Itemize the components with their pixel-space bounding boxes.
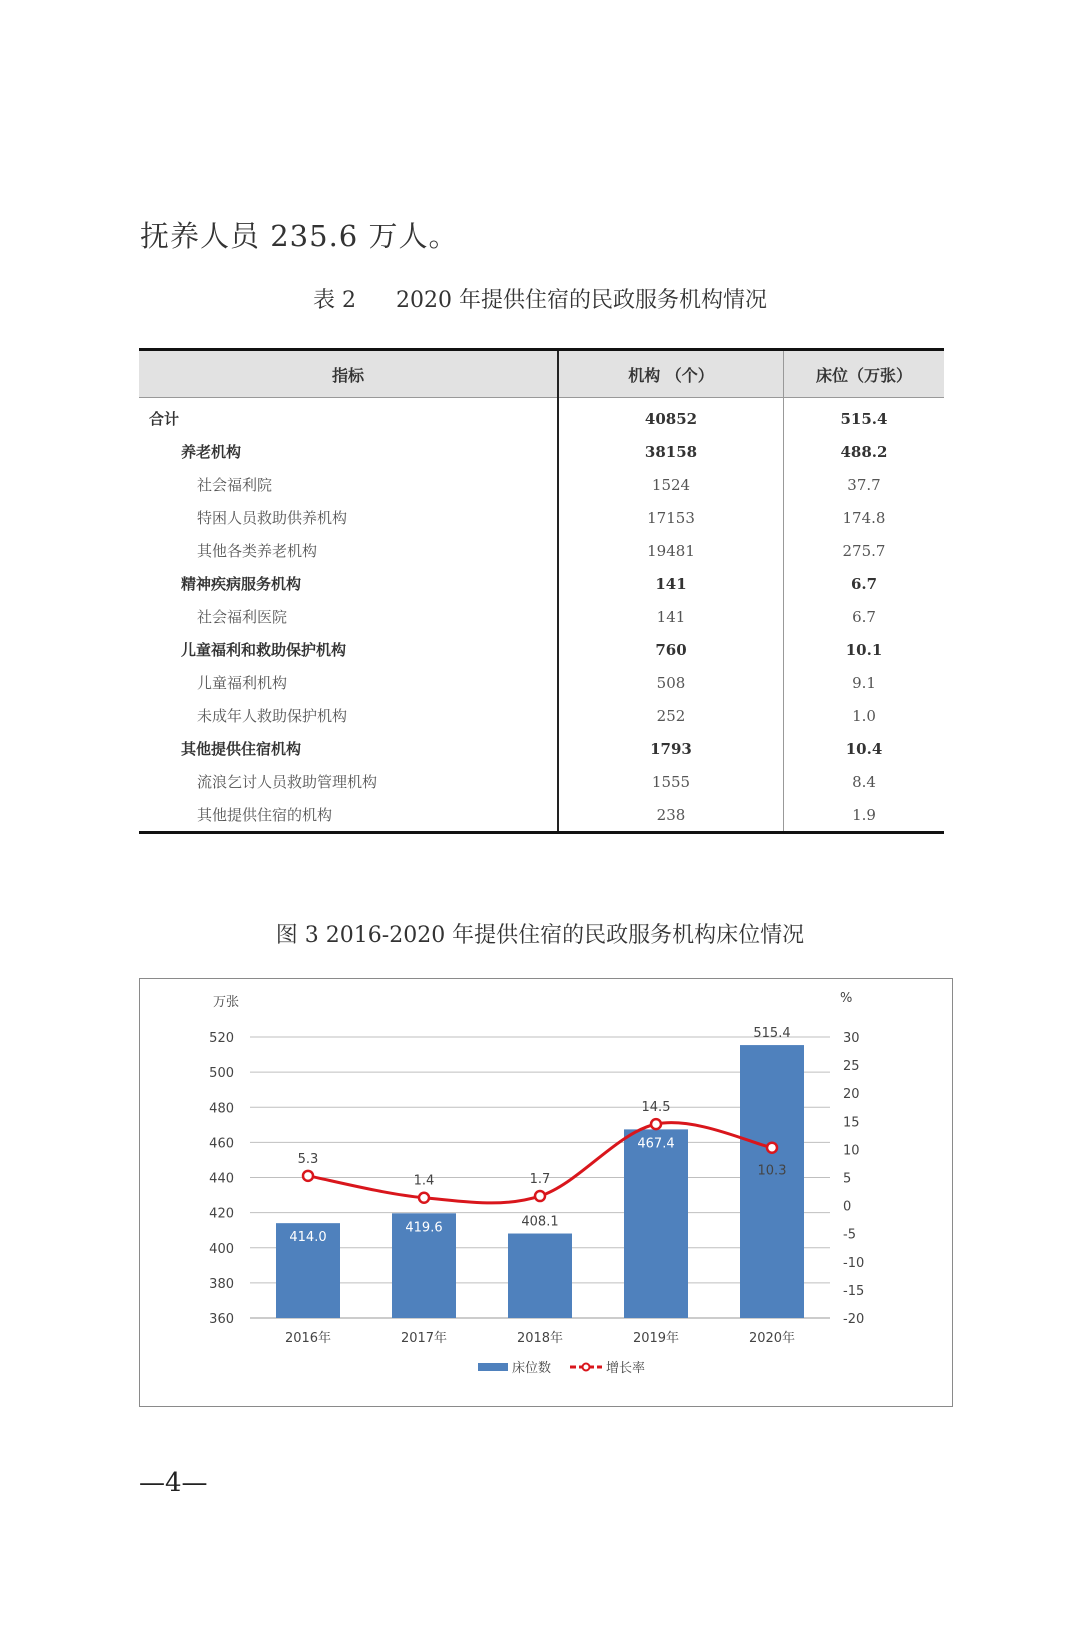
row-beds: 275.7: [842, 541, 886, 560]
y2-tick-label: 0: [843, 1199, 852, 1215]
row-institutions: 760: [558, 633, 784, 666]
row-institutions: 238: [558, 798, 784, 833]
row-indicator: 社会福利医院: [139, 600, 558, 633]
table-caption-number: 表 2: [313, 288, 356, 313]
row-indicator: 其他提供住宿的机构: [139, 798, 558, 833]
chart-caption: 图 3 2016-2020 年提供住宿的民政服务机构床位情况: [275, 923, 805, 948]
bed-growth-chart: [140, 979, 952, 1406]
row-indicator: 社会福利院: [139, 468, 558, 501]
table-row: [139, 666, 944, 699]
y-tick-label: 400: [209, 1241, 234, 1257]
growth-rate-point: [303, 1171, 313, 1181]
row-beds: 515.4: [840, 409, 888, 428]
row-beds: 174.8: [842, 508, 886, 527]
table-row: [139, 435, 944, 468]
row-beds: 6.7: [850, 574, 878, 593]
legend-line-marker: [583, 1364, 590, 1371]
growth-rate-point: [767, 1143, 777, 1153]
header-institutions: 机构 （个）: [558, 350, 784, 398]
row-institutions: 508: [558, 666, 784, 699]
chart-frame: [139, 978, 953, 1407]
y2-tick-label: 25: [843, 1059, 860, 1075]
bar-2020年: [740, 1045, 804, 1318]
legend-bar-label: 床位数: [512, 1361, 552, 1376]
table-row: [139, 468, 944, 501]
y2-tick-label: 5: [843, 1171, 852, 1187]
row-indicator: 养老机构: [139, 435, 558, 468]
table-row: [139, 699, 944, 732]
x-tick-label: 2020年: [748, 1331, 796, 1346]
bar-value-label: 414.0: [289, 1230, 327, 1246]
row-indicator: 精神疾病服务机构: [139, 567, 558, 600]
growth-rate-label: 1.4: [413, 1173, 435, 1189]
row-institutions: 141: [558, 567, 784, 600]
row-institutions: 1555: [558, 765, 784, 798]
x-tick-label: 2017年: [400, 1331, 448, 1346]
institutions-table: [139, 348, 944, 834]
row-beds: 37.7: [847, 475, 881, 494]
header-beds: 床位（万张）: [784, 350, 945, 398]
table-row: [139, 534, 944, 567]
y-tick-label: 440: [209, 1171, 234, 1187]
x-tick-label: 2016年: [284, 1331, 332, 1346]
y2-tick-label: -5: [843, 1227, 856, 1243]
table-row: [139, 501, 944, 534]
y2-tick-label: 15: [843, 1115, 860, 1131]
legend-line-label: 增长率: [606, 1361, 646, 1376]
x-tick-label: 2019年: [632, 1331, 680, 1346]
header-indicator: 指标: [139, 350, 558, 398]
row-beds: 9.1: [852, 673, 876, 692]
growth-rate-label: 10.3: [757, 1163, 787, 1179]
intro-text: 抚养人员 235.6 万人。: [140, 219, 459, 253]
row-beds: 1.0: [852, 706, 876, 725]
y2-tick-label: -20: [843, 1312, 865, 1327]
row-institutions: 1524: [558, 468, 784, 501]
y-tick-label: 360: [209, 1312, 234, 1327]
y-tick-label: 460: [209, 1136, 234, 1152]
row-beds: 1.9: [852, 805, 876, 824]
row-institutions: 38158: [558, 435, 784, 468]
page-number: —4—: [139, 1468, 208, 1498]
y2-tick-label: -10: [843, 1255, 865, 1271]
row-institutions: 141: [558, 600, 784, 633]
x-tick-label: 2018年: [516, 1331, 564, 1346]
row-indicator: 儿童福利和救助保护机构: [139, 633, 558, 666]
row-beds: 8.4: [852, 772, 876, 791]
row-institutions: 17153: [558, 501, 784, 534]
table-header-row: [139, 350, 944, 398]
table-row: [139, 798, 944, 833]
y-tick-label: 420: [209, 1206, 234, 1222]
row-indicator: 流浪乞讨人员救助管理机构: [139, 765, 558, 798]
growth-rate-label: 14.5: [641, 1100, 671, 1116]
table-caption-title: 2020 年提供住宿的民政服务机构情况: [396, 288, 767, 313]
table-row: [139, 633, 944, 666]
row-institutions: 1793: [558, 732, 784, 765]
y-tick-label: 480: [209, 1101, 234, 1117]
row-indicator: 其他提供住宿机构: [139, 732, 558, 765]
bar-value-label: 467.4: [637, 1136, 675, 1152]
bar-value-label: 515.4: [753, 1026, 791, 1042]
y-tick-label: 380: [209, 1276, 234, 1292]
bar-value-label: 419.6: [405, 1220, 443, 1236]
table-row: [139, 765, 944, 798]
row-beds: 10.4: [845, 739, 883, 758]
table-body: [139, 398, 944, 833]
y-axis-unit: 万张: [213, 995, 240, 1010]
y2-tick-label: 30: [843, 1031, 860, 1046]
growth-rate-label: 5.3: [297, 1151, 319, 1167]
row-beds: 6.7: [852, 607, 876, 626]
y2-tick-label: -15: [843, 1283, 865, 1299]
row-indicator: 儿童福利机构: [139, 666, 558, 699]
row-indicator: 其他各类养老机构: [139, 534, 558, 567]
table-caption: [0, 283, 1080, 314]
bar-2018年: [508, 1234, 572, 1318]
row-beds: 488.2: [840, 442, 888, 461]
y-tick-label: 500: [209, 1066, 234, 1082]
y2-axis-unit: %: [840, 991, 853, 1006]
growth-rate-point: [535, 1191, 545, 1201]
y2-tick-label: 20: [843, 1087, 860, 1103]
legend-bar-swatch: [478, 1363, 508, 1371]
table-row: [139, 567, 944, 600]
growth-rate-point: [419, 1193, 429, 1203]
row-institutions: 19481: [558, 534, 784, 567]
row-beds: 10.1: [845, 640, 883, 659]
row-indicator: 未成年人救助保护机构: [139, 699, 558, 732]
growth-rate-point: [651, 1119, 661, 1129]
row-institutions: 40852: [558, 398, 784, 436]
growth-rate-label: 1.7: [529, 1172, 551, 1188]
row-indicator: 合计: [139, 398, 558, 436]
table-row: [139, 398, 944, 436]
row-institutions: 252: [558, 699, 784, 732]
y-tick-label: 520: [209, 1031, 234, 1046]
bar-value-label: 408.1: [521, 1214, 559, 1230]
row-indicator: 特困人员救助供养机构: [139, 501, 558, 534]
y2-tick-label: 10: [843, 1143, 860, 1159]
table-row: [139, 600, 944, 633]
bar-2019年: [624, 1129, 688, 1318]
table-row: [139, 732, 944, 765]
